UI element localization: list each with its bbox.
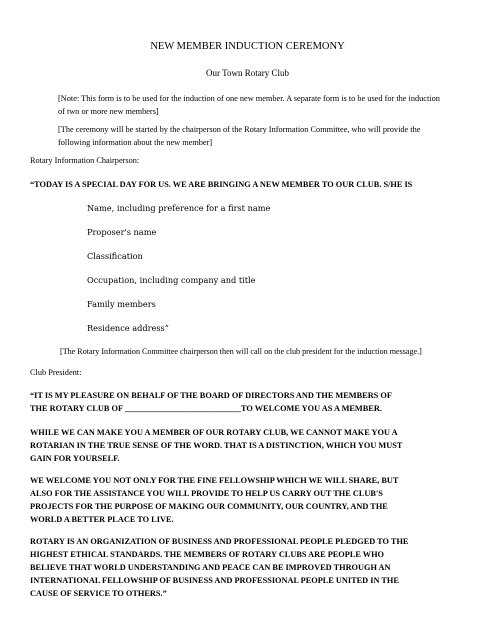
paragraph-line: WHILE WE CAN MAKE YOU A MEMBER OF OUR ROTARY CLUB, WE CANNOT MAKE YOU A	[30, 428, 398, 437]
paragraph-line: WORLD A BETTER PLACE TO LIVE.	[30, 515, 174, 524]
note-ceremony-start: [The ceremony will be started by the chairperson of the Rotary Information Committee, who will provide the following information about the new member]	[58, 125, 421, 147]
paragraph-line: ALSO FOR THE ASSISTANCE YOU WILL PROVIDE TO HELP US CARRY OUT THE CLUB'S	[30, 489, 383, 498]
paragraph-line: PROJECTS FOR THE PURPOSE OF MAKING OUR COMMUNITY, OUR COUNTRY, AND THE	[30, 502, 388, 511]
paragraph-line: WE WELCOME YOU NOT ONLY FOR THE FINE FELLOWSHIP WHICH WE WILL SHARE, BUT	[30, 476, 399, 485]
item-proposer: Proposer's name	[87, 227, 157, 237]
document-title: NEW MEMBER INDUCTION CEREMONY	[150, 41, 345, 52]
club-name: Our Town Rotary Club	[206, 68, 289, 78]
paragraph-line: INTERNATIONAL FELLOWSHIP OF BUSINESS AND PROFESSIONAL PEOPLE UNITED IN THE	[30, 576, 399, 585]
paragraph-line: ROTARIAN IN THE TRUE SENSE OF THE WORD. THAT IS A DISTINCTION, WHICH YOU MUST	[30, 441, 403, 450]
paragraph-line: HIGHEST ETHICAL STANDARDS. THE MEMBERS OF ROTARY CLUBS ARE PEOPLE WHO	[30, 550, 385, 559]
item-occupation: Occupation, including company and title	[87, 275, 256, 285]
note-president-call: [The Rotary Information Committee chairperson then will call on the club president for the induction message.]	[60, 347, 422, 356]
paragraph-line: BELIEVE THAT WORLD UNDERSTANDING AND PEACE CAN BE IMPROVED THROUGH AN	[30, 563, 391, 572]
note-form-usage: [Note: This form is to be used for the induction of one new member. A separate form is to be used for the induction of two or more new members]	[58, 94, 440, 116]
paragraph-line: THE ROTARY CLUB OF ____________________________TO WELCOME YOU AS A MEMBER.	[30, 404, 382, 413]
item-residence: Residence address”	[87, 323, 169, 333]
item-family: Family members	[87, 299, 156, 309]
speaker-info-chair: Rotary Information Chairperson:	[30, 156, 140, 165]
paragraph-line: CAUSE OF SERVICE TO OTHERS.”	[30, 589, 167, 598]
item-classification: Classification	[87, 251, 143, 261]
paragraph-line: ROTARY IS AN ORGANIZATION OF BUSINESS AND PROFESSIONAL PEOPLE PLEDGED TO THE	[30, 537, 409, 546]
paragraph-line: “IT IS MY PLEASURE ON BEHALF OF THE BOARD OF DIRECTORS AND THE MEMBERS OF	[30, 391, 392, 400]
item-name: Name, including preference for a first name	[87, 203, 271, 213]
speaker-president: Club President:	[30, 368, 82, 377]
paragraph-line: GAIN FOR YOURSELF.	[30, 454, 120, 463]
opening-statement: “TODAY IS A SPECIAL DAY FOR US. WE ARE BRINGING A NEW MEMBER TO OUR CLUB. S/HE IS	[30, 180, 413, 189]
